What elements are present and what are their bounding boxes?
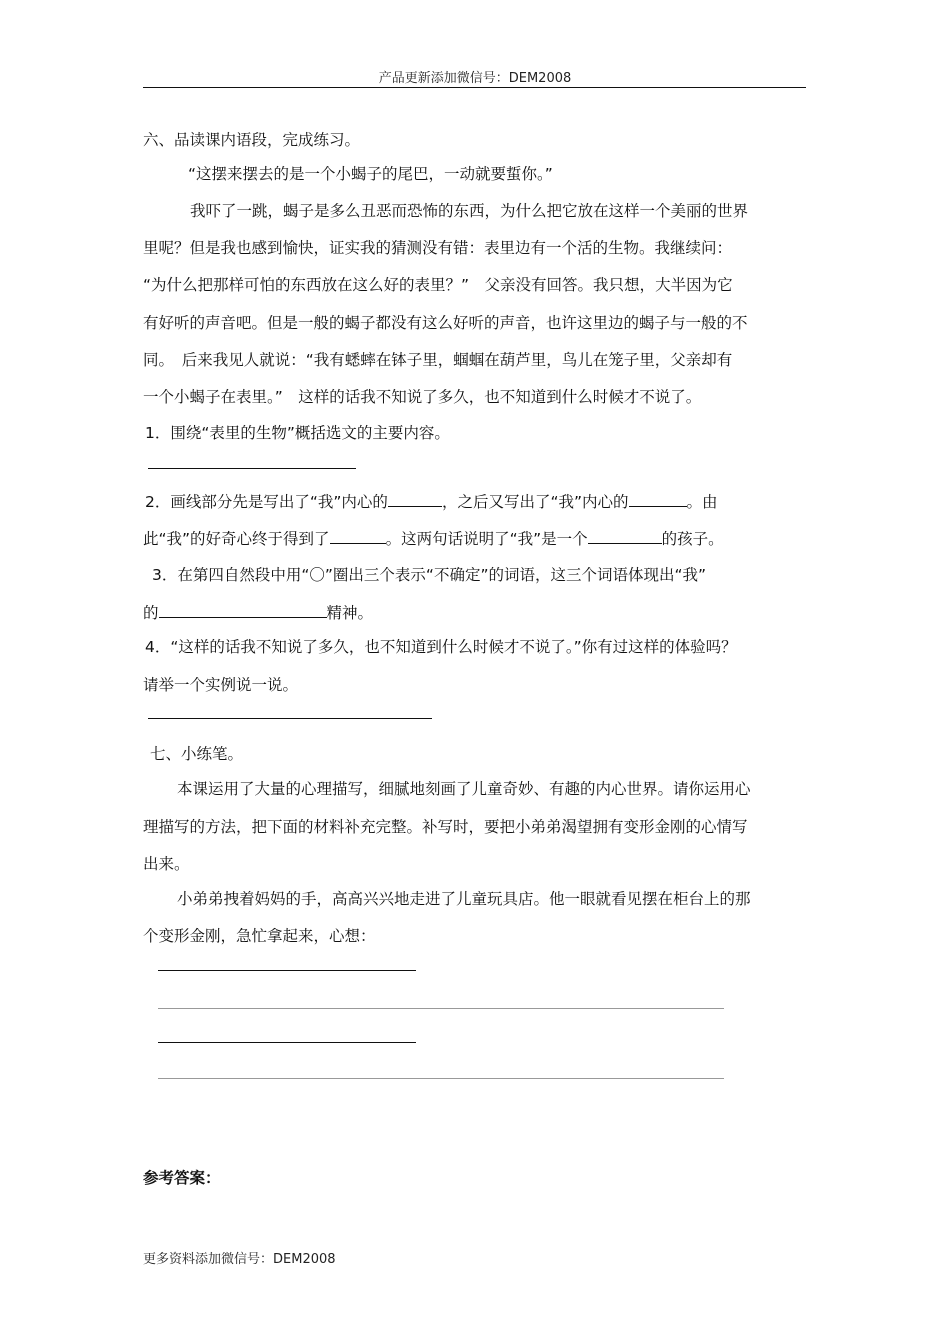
answer-line-q4[interactable] bbox=[148, 718, 432, 719]
passage-line: 里呢？但是我也感到愉快，证实我的猜测没有错：表里边有一个活的生物。我继续问： bbox=[143, 239, 733, 257]
page-header: 产品更新添加微信号：DEM2008 bbox=[378, 71, 572, 86]
passage-line: 我吓了一跳，蝎子是多么丑恶而恐怖的东西，为什么把它放在这样一个美丽的世界 bbox=[190, 202, 749, 220]
writing-line[interactable] bbox=[158, 970, 416, 971]
blank-q3[interactable] bbox=[159, 603, 327, 618]
question-2-line-2 bbox=[143, 527, 724, 549]
intro-line: 理描写的方法，把下面的材料补充完整。补写时，要把小弟弟渴望拥有变形金刚的心情写 bbox=[143, 818, 748, 836]
q2-text: 此“我”的好奇心终于得到了 bbox=[143, 530, 330, 548]
writing-line[interactable] bbox=[158, 1078, 724, 1079]
q3-text: 的 bbox=[143, 604, 159, 622]
passage-line: 有好听的声音吧。但是一般的蝎子都没有这么好听的声音，也许这里边的蝎子与一般的不 bbox=[143, 314, 748, 332]
q2-text: 。由 bbox=[686, 493, 718, 511]
passage-line: “为什么把那样可怕的东西放在这么好的表里？” 父亲没有回答。我只想，大半因为它 bbox=[143, 276, 733, 294]
blank-q2-a[interactable] bbox=[388, 492, 442, 507]
question-3-line-2 bbox=[143, 601, 373, 623]
question-2-line-1 bbox=[145, 490, 718, 512]
passage-line: 一个小蝎子在表里。” 这样的话我不知说了多久，也不知道到什么时候才不说了。 bbox=[143, 388, 702, 406]
material-line: 小弟弟拽着妈妈的手，高高兴兴地走进了儿童玩具店。他一眼就看见摆在柜台上的那 bbox=[177, 890, 751, 908]
q2-text: ，之后又写出了“我”内心的 bbox=[441, 493, 629, 511]
intro-line: 本课运用了大量的心理描写，细腻地刻画了儿童奇妙、有趣的内心世界。请你运用心 bbox=[177, 780, 751, 798]
passage-line: 同。 后来我见人就说：“我有蟋蟀在钵子里，蝈蝈在葫芦里，鸟儿在笼子里，父亲却有 bbox=[143, 351, 733, 369]
q2-text: 的孩子。 bbox=[661, 530, 724, 548]
page-footer: 更多资料添加微信号：DEM2008 bbox=[143, 1252, 336, 1267]
material-line: 个变形金刚，急忙拿起来，心想： bbox=[143, 927, 376, 945]
question-4-line-1: 4．“这样的话我不知说了多久，也不知道到什么时候才不说了。”你有过这样的体验吗？ bbox=[145, 638, 737, 656]
question-4-line-2: 请举一个实例说一说。 bbox=[143, 676, 299, 694]
answers-title: 参考答案： bbox=[143, 1169, 221, 1187]
header-rule bbox=[143, 87, 806, 88]
question-1: 1．围绕“表里的生物”概括选文的主要内容。 bbox=[145, 424, 450, 442]
blank-q2-b[interactable] bbox=[629, 492, 687, 507]
writing-line[interactable] bbox=[158, 1008, 724, 1009]
blank-q2-c[interactable] bbox=[330, 529, 386, 544]
section-six-title: 六、品读课内语段，完成练习。 bbox=[143, 131, 361, 149]
quote-line: “这摆来摆去的是一个小蝎子的尾巴，一动就要蜇你。” bbox=[188, 165, 553, 183]
intro-line: 出来。 bbox=[143, 855, 190, 873]
q3-text: 精神。 bbox=[326, 604, 374, 622]
section-seven-title: 七、小练笔。 bbox=[150, 745, 244, 763]
blank-q2-d[interactable] bbox=[588, 529, 662, 544]
question-3-line-1: 3．在第四自然段中用“〇”圈出三个表示“不确定”的词语，这三个词语体现出“我” bbox=[152, 566, 707, 584]
q2-text: 。这两句话说明了“我”是一个 bbox=[385, 530, 588, 548]
q2-text: 2．画线部分先是写出了“我”内心的 bbox=[145, 493, 388, 511]
writing-line[interactable] bbox=[158, 1042, 416, 1043]
answer-line-q1[interactable] bbox=[148, 468, 356, 469]
